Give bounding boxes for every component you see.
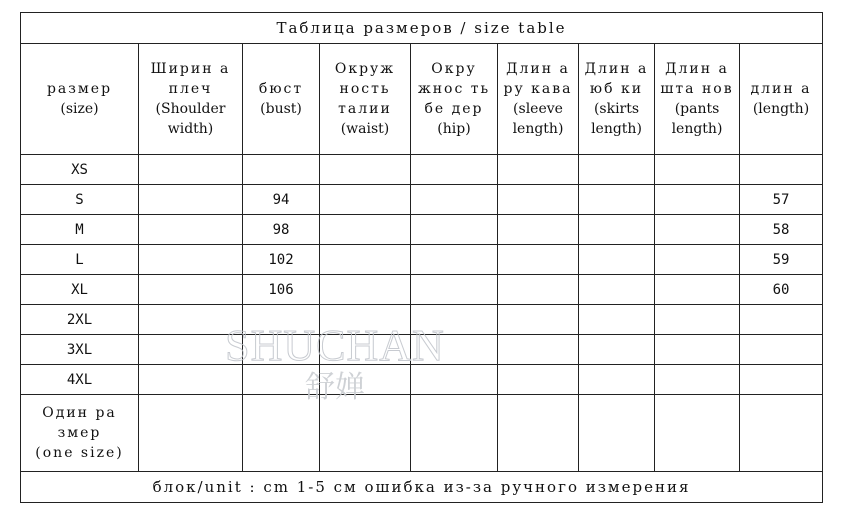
shoulder-cell [139, 305, 243, 335]
pants-cell [655, 155, 740, 185]
sleeve-cell [498, 245, 579, 275]
column-header-ru: Длин а юб ки [584, 61, 649, 97]
size-cell: 3XL [21, 335, 139, 365]
cell [498, 395, 579, 472]
table-row [21, 155, 823, 185]
table-row [21, 335, 823, 365]
pants-cell [655, 335, 740, 365]
length-cell: 57 [740, 185, 823, 215]
skirt-cell [579, 215, 655, 245]
column-header-en: (bust) [260, 101, 302, 117]
waist-cell [320, 155, 411, 185]
pants-cell [655, 185, 740, 215]
column-header-ru: Длин а шта нов [660, 61, 734, 97]
column-header [579, 44, 655, 155]
column-header [320, 44, 411, 155]
hip-cell [411, 365, 498, 395]
sleeve-cell [498, 185, 579, 215]
hip-cell [411, 305, 498, 335]
bust-cell: 102 [243, 245, 320, 275]
cell [411, 395, 498, 472]
size-cell: XS [21, 155, 139, 185]
column-header-ru: размер [46, 81, 113, 97]
hip-cell [411, 185, 498, 215]
one-size-row [21, 395, 823, 472]
waist-cell [320, 365, 411, 395]
column-header-ru: длин а [750, 81, 812, 97]
length-cell [740, 305, 823, 335]
column-header-ru: Ширин а плеч [150, 61, 231, 97]
watermark-chinese: 舒婵 [305, 370, 365, 405]
cell [320, 395, 411, 472]
cell [740, 395, 823, 472]
column-header-en: (Shoulder width) [155, 101, 226, 137]
size-table-sheet [20, 12, 822, 503]
cell [243, 395, 320, 472]
pants-cell [655, 215, 740, 245]
shoulder-cell [139, 215, 243, 245]
column-header-en: (length) [752, 101, 810, 117]
waist-cell [320, 215, 411, 245]
size-cell: M [21, 215, 139, 245]
size-cell: 2XL [21, 305, 139, 335]
skirt-cell [579, 155, 655, 185]
waist-cell [320, 305, 411, 335]
column-header-en: (skirts length) [591, 101, 642, 137]
table-row [21, 245, 823, 275]
size-table [20, 12, 823, 503]
pants-cell [655, 305, 740, 335]
column-header [243, 44, 320, 155]
column-header [411, 44, 498, 155]
hip-cell [411, 275, 498, 305]
size-cell: 4XL [21, 365, 139, 395]
size-cell: XL [21, 275, 139, 305]
pants-cell [655, 245, 740, 275]
length-cell: 59 [740, 245, 823, 275]
waist-cell [320, 185, 411, 215]
column-header-en: (hip) [437, 121, 471, 137]
column-header-ru: бюст [258, 81, 304, 97]
shoulder-cell [139, 185, 243, 215]
skirt-cell [579, 365, 655, 395]
column-header-ru: Длин а ру кава [503, 61, 573, 97]
bust-cell [243, 365, 320, 395]
bust-cell: 106 [243, 275, 320, 305]
column-header [498, 44, 579, 155]
column-header-en: (sleeve length) [512, 101, 564, 137]
sleeve-cell [498, 155, 579, 185]
table-footer-note: блок/unit : cm 1-5 см ошибка из-за ручного измерения [21, 472, 823, 503]
skirt-cell [579, 335, 655, 365]
watermark-text: SHUCHAN [225, 321, 445, 370]
bust-cell [243, 305, 320, 335]
size-cell-one-size [21, 395, 139, 472]
hip-cell [411, 245, 498, 275]
bust-cell: 94 [243, 185, 320, 215]
shoulder-cell [139, 335, 243, 365]
column-header [139, 44, 243, 155]
table-title: Таблица размеров / size table [21, 13, 823, 44]
sleeve-cell [498, 305, 579, 335]
column-header-en: (waist) [340, 121, 390, 137]
shoulder-cell [139, 245, 243, 275]
column-header-en: (size) [60, 101, 99, 117]
table-row [21, 275, 823, 305]
column-header-ru: Окру жнос ть бе дер [417, 61, 491, 117]
waist-cell [320, 245, 411, 275]
length-cell: 60 [740, 275, 823, 305]
shoulder-cell [139, 275, 243, 305]
bust-cell: 98 [243, 215, 320, 245]
column-header [740, 44, 823, 155]
column-header-ru: Окруж ность талии [334, 61, 396, 117]
pants-cell [655, 275, 740, 305]
skirt-cell [579, 185, 655, 215]
column-header [655, 44, 740, 155]
table-row [21, 185, 823, 215]
waist-cell [320, 275, 411, 305]
length-cell [740, 335, 823, 365]
skirt-cell [579, 275, 655, 305]
bust-cell [243, 155, 320, 185]
length-cell [740, 365, 823, 395]
size-cell: L [21, 245, 139, 275]
length-cell: 58 [740, 215, 823, 245]
column-header [21, 44, 139, 155]
pants-cell [655, 365, 740, 395]
sleeve-cell [498, 365, 579, 395]
shoulder-cell [139, 155, 243, 185]
table-row [21, 305, 823, 335]
shoulder-cell [139, 365, 243, 395]
one-size-en: (one size) [35, 445, 124, 461]
sleeve-cell [498, 215, 579, 245]
cell [139, 395, 243, 472]
sleeve-cell [498, 275, 579, 305]
sleeve-cell [498, 335, 579, 365]
hip-cell [411, 155, 498, 185]
skirt-cell [579, 305, 655, 335]
column-header-en: (pants length) [671, 101, 723, 137]
skirt-cell [579, 245, 655, 275]
bust-cell [243, 335, 320, 365]
length-cell [740, 155, 823, 185]
hip-cell [411, 215, 498, 245]
table-row [21, 215, 823, 245]
header-row [21, 44, 823, 155]
table-row [21, 365, 823, 395]
cell [579, 395, 655, 472]
hip-cell [411, 335, 498, 365]
size-cell: S [21, 185, 139, 215]
waist-cell [320, 335, 411, 365]
cell [655, 395, 740, 472]
one-size-ru: Один ра змер [42, 405, 117, 441]
